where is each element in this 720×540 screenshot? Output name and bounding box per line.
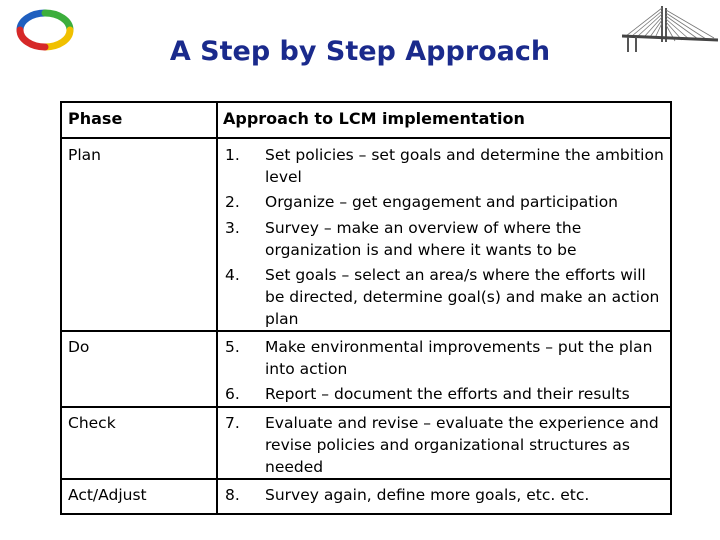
- step-text: Set goals – select an area/s where the efforts will be directed, determine goal(s) and make an action plan: [265, 266, 660, 328]
- step-number: 1.: [225, 146, 240, 164]
- phase-check: Check: [68, 414, 116, 432]
- step-number: 3.: [225, 219, 240, 237]
- step-text: Organize – get engagement and participation: [265, 193, 618, 211]
- page-title: A Step by Step Approach: [169, 36, 551, 67]
- row-divider: [62, 137, 670, 139]
- row-divider: [62, 478, 670, 480]
- step-number: 6.: [225, 385, 240, 403]
- header-approach: Approach to LCM implementation: [223, 109, 525, 128]
- lcm-table: [60, 101, 672, 515]
- phase-plan: Plan: [68, 146, 101, 164]
- step-number: 2.: [225, 193, 240, 211]
- row-divider: [62, 406, 670, 408]
- step-text: Set policies – set goals and determine the ambition level: [265, 146, 664, 186]
- phase-act-adjust: Act/Adjust: [68, 486, 147, 504]
- row-divider: [62, 330, 670, 332]
- column-divider: [216, 103, 218, 513]
- step-number: 5.: [225, 338, 240, 356]
- step-text: Report – document the efforts and their results: [265, 385, 630, 403]
- step-text: Survey – make an overview of where the organization is and where it wants to be: [265, 219, 582, 259]
- step-text: Survey again, define more goals, etc. etc.: [265, 486, 590, 504]
- step-number: 7.: [225, 414, 240, 432]
- step-text: Evaluate and revise – evaluate the experience and revise policies and organizational structures as needed: [265, 414, 659, 476]
- header-phase: Phase: [68, 109, 123, 128]
- step-text: Make environmental improvements – put the plan into action: [265, 338, 653, 378]
- step-number: 4.: [225, 266, 240, 284]
- phase-do: Do: [68, 338, 90, 356]
- step-number: 8.: [225, 486, 240, 504]
